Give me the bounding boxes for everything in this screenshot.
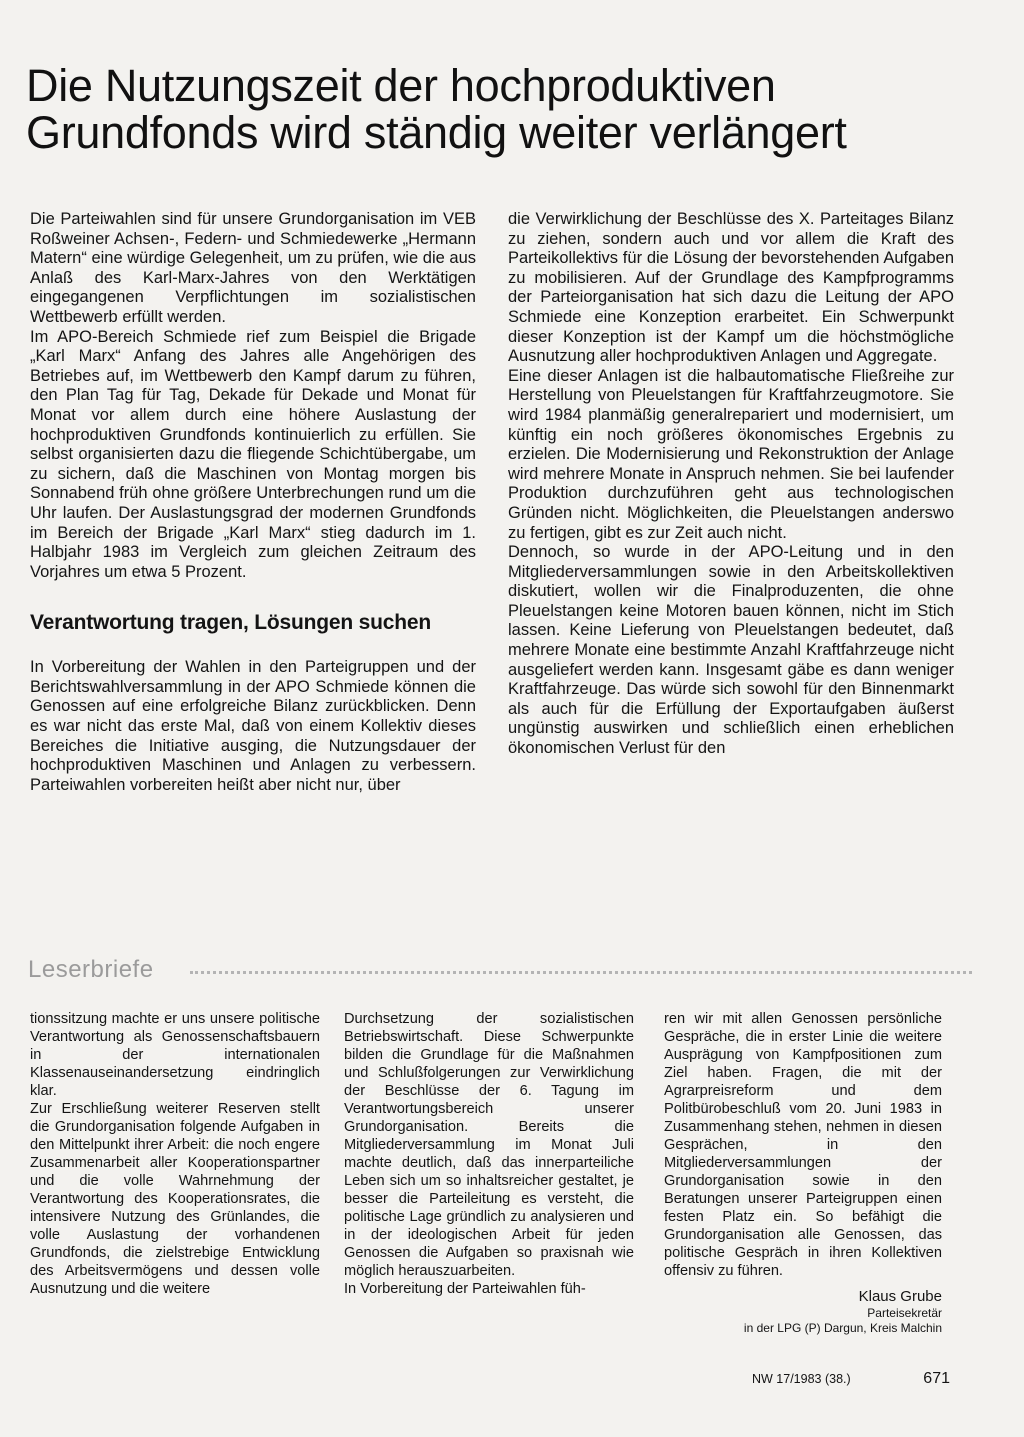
letter-paragraph: ren wir mit allen Genossen persönliche Gespräche, die in erster Linie die weitere Ausprägung von Kampfpositionen zum Ziel haben. Fragen, die mit der Agrarpreisreform und dem Politbürobeschluß vom 20. Juni 1983 in Zusammenhang stehen, nehmen in diesen Gesprächen, in den Mitgliederversammlungen der Grundorganisation sowie in den Beratungen unserer Parteigruppen einen festen Platz ein. So befähigt die Grundorganisation alle Genossen, das politische Gespräch in ihren Kollektiven offensiv zu führen. (664, 1011, 942, 1279)
section-label: Leserbriefe (28, 956, 154, 983)
article-paragraph: Dennoch, so wurde in der APO-Leitung und in den Mitgliederversammlungen sowie in den Arbeitskollektiven diskutiert, wollen wir die Finalproduzenten, die ohne Pleuelstangen keine Motoren bauen können, nicht im Stich lassen. Keine Lieferung von Pleuelstangen bedeutet, daß mehrere Monate eine bestimmte Anzahl Kraftfahrzeuge nicht ausgeliefert werden kann. Insgesamt gäbe es dann weniger Kraftfahrzeuge. Das würde sich sowohl für den Binnenmarkt als auch für die Erfüllung der Exportaufgaben äußerst ungünstig auswirken und schließlich einen erheblichen ökonomischen Verlust für den (508, 543, 954, 758)
issue-label: NW 17/1983 (38.) (752, 1372, 851, 1386)
article-paragraph: Im APO-Bereich Schmiede rief zum Beispiel die Brigade „Karl Marx“ Anfang des Jahres alle Angehörigen des Betriebes auf, im Wettbewerb den Kampf darum zu führen, den Plan Tag für Tag, Dekade für Dekade und Monat für Monat vor allem durch eine höhere Auslastung der hochproduktiven Grundfonds kontinuierlich zu erfüllen. Sie selbst organisierten dazu die fliegende Schichtübergabe, um zu sichern, daß die Maschinen von Montag morgen bis Sonnabend früh ohne größere Unterbrechungen rund um die Uhr laufen. Der Auslastungsgrad der modernen Grundfonds im Bereich der Brigade „Karl Marx“ stieg dadurch im 1. Halbjahr 1983 im Vergleich zum gleichen Zeitraum des Vorjahres um etwa 5 Prozent. (30, 327, 476, 581)
author-role: Parteisekretär (867, 1306, 942, 1320)
section-divider (190, 971, 972, 974)
headline-line-2: Grundfonds wird ständig weiter verlängert (26, 107, 847, 158)
article-column-left (30, 210, 476, 795)
page-number: 671 (923, 1370, 950, 1387)
article-subheading: Verantwortung tragen, Lösungen suchen (30, 611, 431, 635)
letter-column-1 (30, 1010, 320, 1298)
letter-signature (664, 1288, 942, 1336)
article-paragraph: In Vorbereitung der Wahlen in den Parteigruppen und der Berichtswahlversammlung in der APO Schmiede können die Genossen auf eine erfolgreiche Bilanz zurückblicken. Denn es war nicht das erste Mal, daß von einem Kollektiv dieses Bereiches die Initiative ausging, die Nutzungsdauer der hochproduktiven Maschinen und Anlagen zu verbessern. Parteiwahlen vorbereiten heißt aber nicht nur, über (30, 658, 476, 794)
section-header-leserbriefe (22, 956, 972, 986)
letter-column-3 (664, 1010, 942, 1336)
headline-line-1: Die Nutzungszeit der hochproduktiven (26, 60, 776, 111)
article-paragraph: die Verwirklichung der Beschlüsse des X. Parteitages Bilanz zu ziehen, sondern auch und vor allem die Kraft des Parteikollektivs für die Lösung der bevorstehenden Aufgaben zu mobilisieren. Auf der Grundlage des Kampfprogramms der Parteiorganisation hat sich dazu die Leitung der APO Schmiede eine Konzeption erarbeitet. Ein Schwerpunkt dieser Konzeption ist der Kampf um die höchstmögliche Ausnutzung aller hochproduktiven Anlagen und Aggregate. (508, 210, 954, 366)
letter-paragraph: Durchsetzung der sozialistischen Betriebswirtschaft. Diese Schwerpunkte bilden die Grundlage für die Maßnahmen und Schlußfolgerungen zur Verwirklichung der Beschlüsse der 6. Tagung im Verantwortungsbereich unserer Grundorganisation. Bereits die Mitgliederversammlung im Monat Juli machte deutlich, daß das innerparteiliche Leben sich um so inhaltsreicher gestaltet, je besser die Parteileitung es versteht, die politische Lage gründlich zu analysieren und in der ideologischen Arbeit für jeden Genossen die Aufgaben so praxisnah wie möglich herauszuarbeiten. (344, 1011, 634, 1279)
article-column-right (508, 210, 954, 759)
article-paragraph: Die Parteiwahlen sind für unsere Grundorganisation im VEB Roßweiner Achsen-, Federn- und Schmiedewerke „Hermann Matern“ eine würdige Gelegenheit, um zu prüfen, wie die aus Anlaß des Karl-Marx-Jahres von den Werktätigen eingegangenen Verpflichtungen im sozialistischen Wettbewerb erfüllt werden. (30, 210, 476, 326)
letter-column-2 (344, 1010, 634, 1298)
letter-paragraph: In Vorbereitung der Parteiwahlen füh- (344, 1281, 586, 1297)
author-affiliation: in der LPG (P) Dargun, Kreis Malchin (743, 1321, 942, 1335)
letter-paragraph: Zur Erschließung weiterer Reserven stellt die Grundorganisation folgende Aufgaben in den Mittelpunkt ihrer Arbeit: die noch engere Zusammenarbeit aller Kooperationspartner und die volle Wahrnehmung der Verantwortung des Kooperationsrates, die intensivere Nutzung des Grünlandes, die volle Auslastung der vorhandenen Grundfonds, die zielstrebige Entwicklung des Arbeitsvermögens und dessen volle Ausnutzung und die weitere (30, 1101, 320, 1297)
article-paragraph: Eine dieser Anlagen ist die halbautomatische Fließreihe zur Herstellung von Pleuelstangen für Kraftfahrzeugmotore. Sie wird 1984 planmäßig generalrepariert und modernisiert, um künftig ein noch größeres ökonomisches Ergebnis zu erzielen. Die Modernisierung und Rekonstruktion der Anlage wird mehrere Monate in Anspruch nehmen. Sie bei laufender Produktion durchzuführen geht aus technologischen Gründen nicht. Möglichkeiten, die Pleuelstangen anderswo zu fertigen, gibt es zur Zeit auch nicht. (508, 366, 954, 542)
author-name: Klaus Grube (858, 1288, 942, 1305)
letter-paragraph: tionssitzung machte er uns unsere politische Verantwortung als Genossenschaftsbauern in der internationalen Klassenauseinandersetzung eindringlich klar. (30, 1011, 320, 1099)
article-headline (26, 62, 976, 156)
page-footer (752, 1370, 950, 1390)
